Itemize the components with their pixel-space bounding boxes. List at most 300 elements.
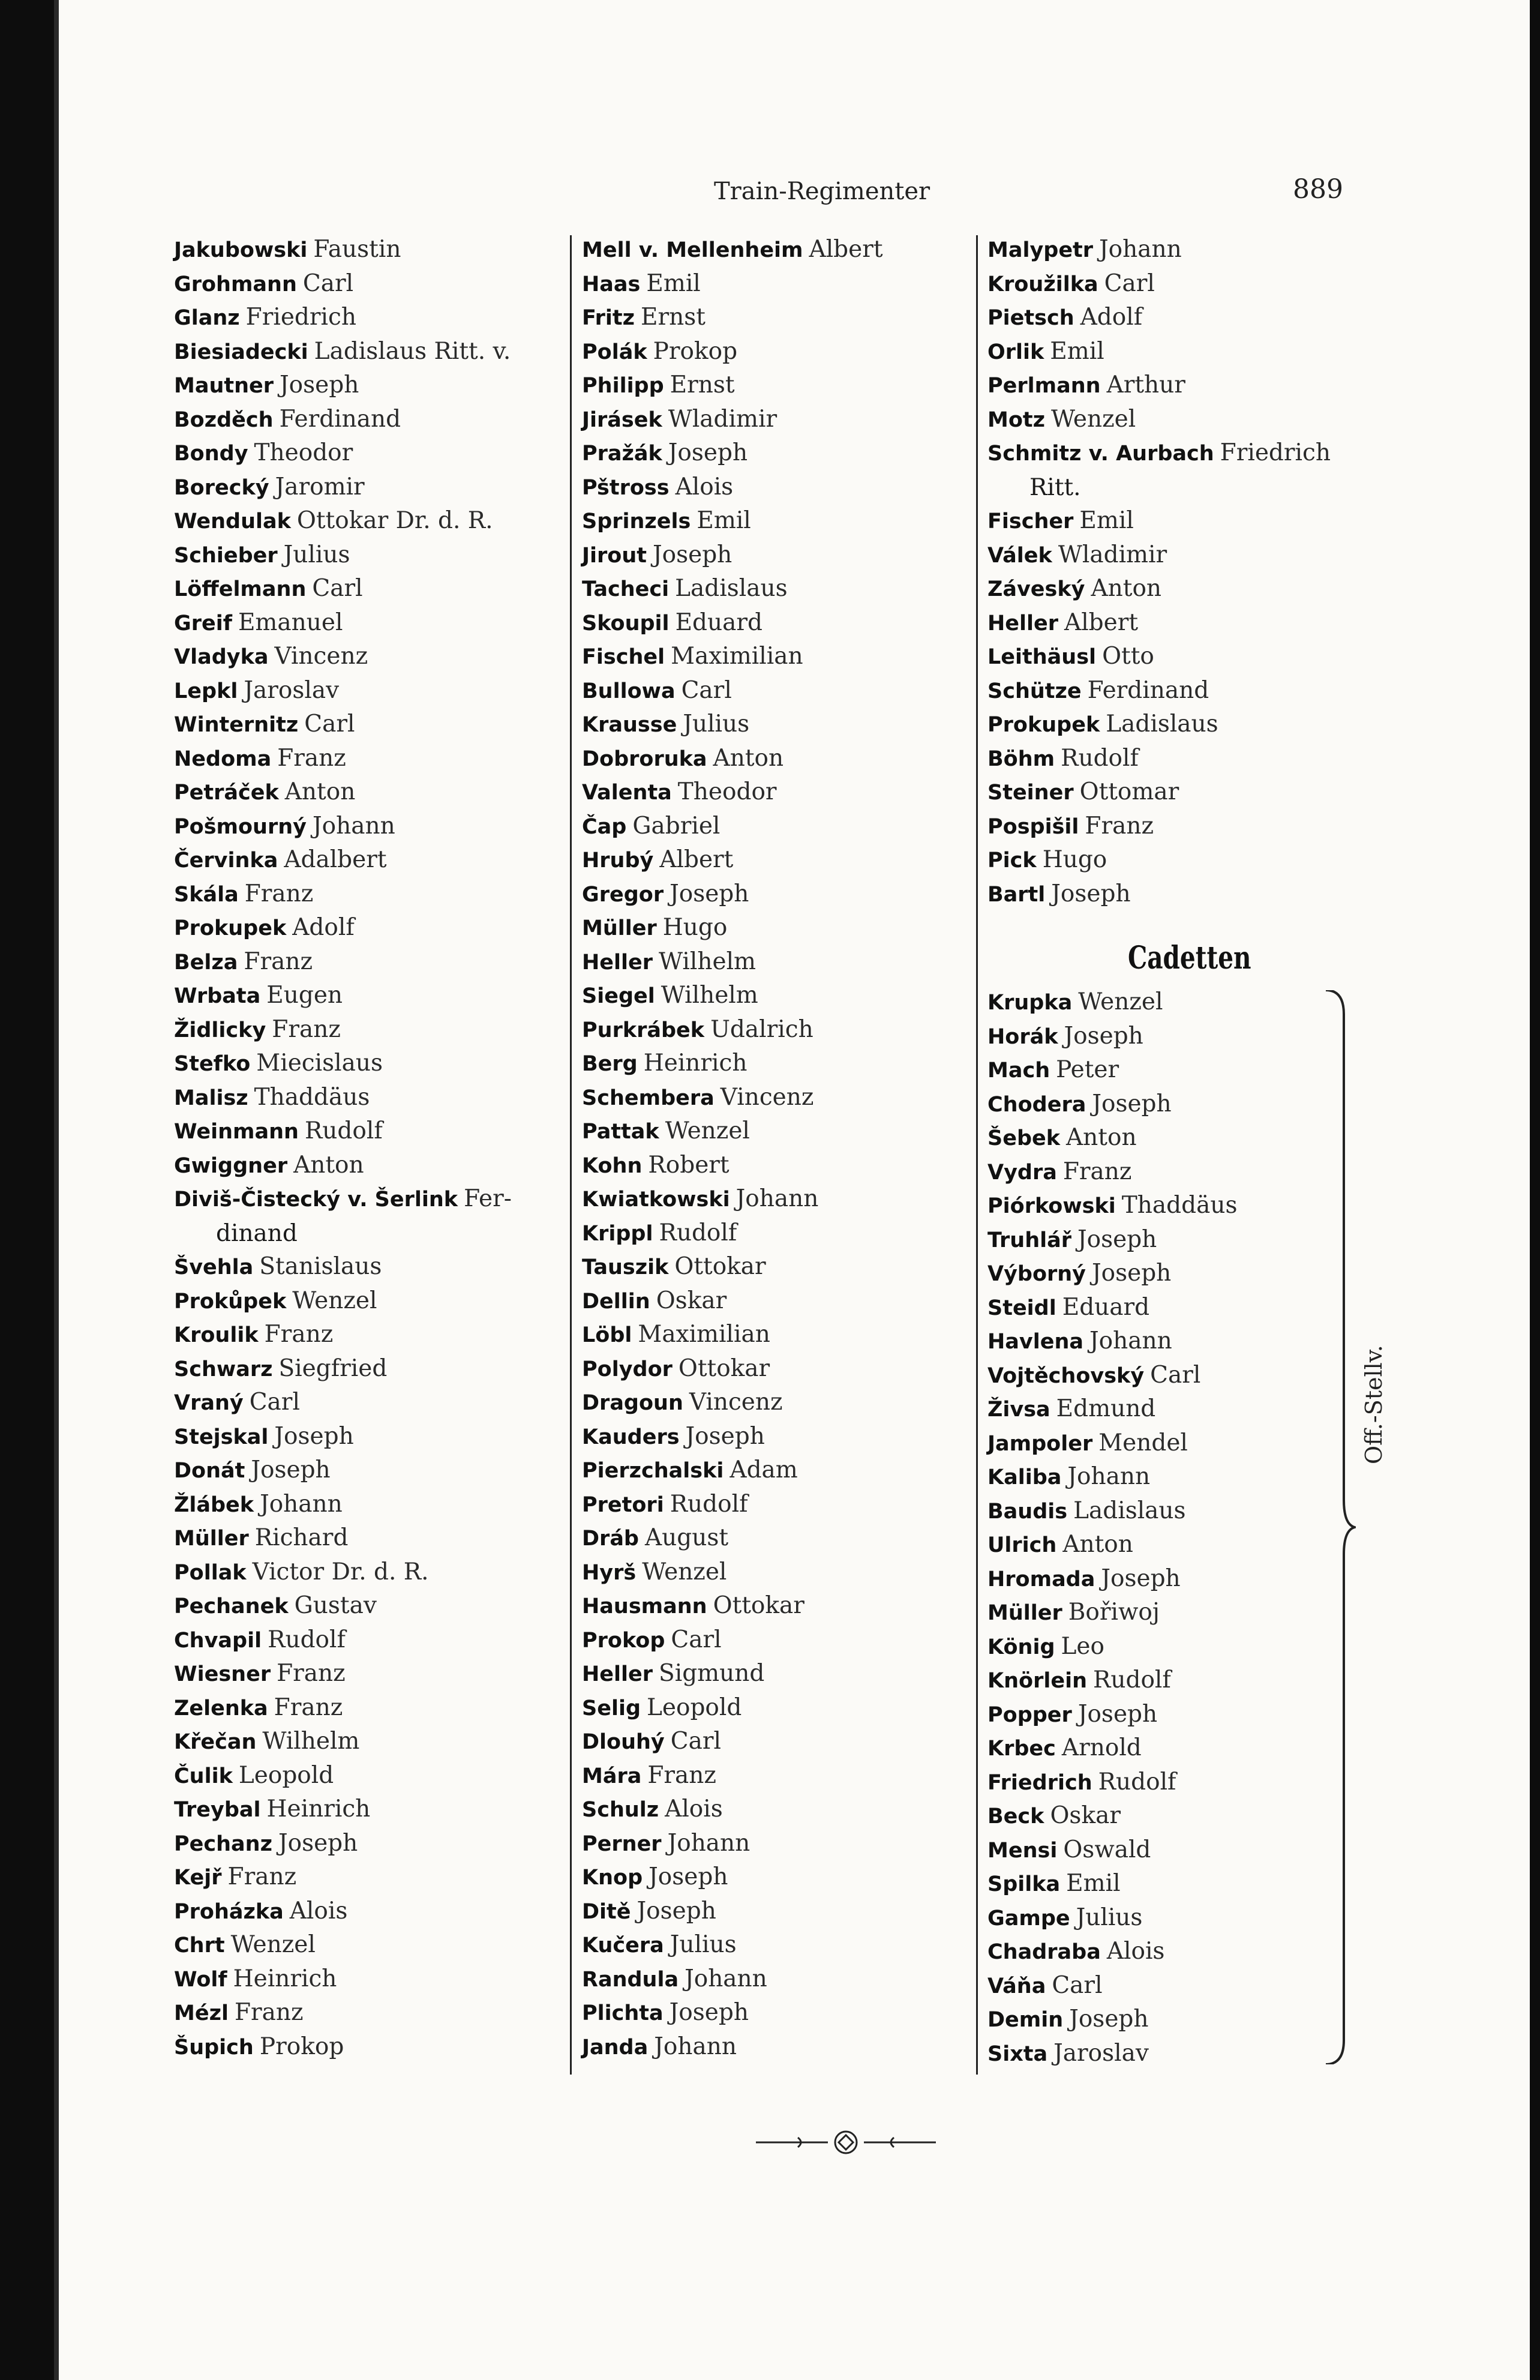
surname: Pick bbox=[987, 849, 1037, 873]
list-item bbox=[987, 1969, 1443, 2003]
surname: Chvapil bbox=[174, 1628, 262, 1653]
name-continuation: dinand bbox=[216, 1219, 298, 1247]
surname: Truhlář bbox=[987, 1228, 1071, 1252]
surname: Prokupek bbox=[174, 916, 287, 940]
list-item bbox=[582, 911, 966, 945]
given-name: Franz bbox=[277, 1660, 346, 1687]
surname: Krippl bbox=[582, 1221, 653, 1246]
surname: Havlena bbox=[987, 1330, 1083, 1354]
surname: Pechanek bbox=[174, 1594, 289, 1618]
given-name: Wenzel bbox=[230, 1931, 316, 1958]
list-item bbox=[987, 1833, 1443, 1868]
given-name: Maximilian bbox=[671, 643, 803, 670]
list-item bbox=[582, 1013, 966, 1047]
list-item bbox=[174, 1149, 606, 1183]
list-item bbox=[987, 1528, 1443, 1562]
given-name: Carl bbox=[1104, 269, 1155, 297]
surname: Baudis bbox=[987, 1499, 1068, 1524]
surname: Löffelmann bbox=[174, 577, 307, 601]
surname: Janda bbox=[582, 2035, 649, 2060]
list-item bbox=[987, 1155, 1443, 1189]
given-name: Wilhelm bbox=[262, 1728, 360, 1755]
list-item bbox=[987, 708, 1443, 742]
given-name: Joseph bbox=[652, 541, 733, 568]
list-item bbox=[987, 1935, 1443, 1969]
list-item bbox=[987, 1189, 1443, 1223]
list-item bbox=[174, 436, 606, 470]
surname: Skála bbox=[174, 882, 239, 907]
surname: Steidl bbox=[987, 1296, 1056, 1320]
list-item bbox=[987, 1698, 1443, 1732]
given-name: Vincenz bbox=[274, 643, 368, 670]
surname: Hromada bbox=[987, 1567, 1095, 1591]
surname: Gregor bbox=[582, 882, 664, 907]
list-item bbox=[582, 1047, 966, 1081]
list-item bbox=[582, 1623, 966, 1657]
list-item bbox=[582, 742, 966, 776]
surname: Plichta bbox=[582, 2001, 664, 2025]
off-stellv-label: Off.-Stellv. bbox=[1361, 1345, 1387, 1464]
surname: Malypetr bbox=[987, 238, 1094, 262]
list-item bbox=[987, 640, 1443, 674]
given-name: Johann bbox=[1099, 236, 1182, 263]
column-divider-2 bbox=[976, 235, 978, 2075]
given-name: Maximilian bbox=[638, 1321, 770, 1348]
list-item bbox=[582, 606, 966, 640]
given-name: Emil bbox=[646, 269, 701, 297]
given-name: Adalbert bbox=[284, 846, 387, 873]
given-name: Franz bbox=[234, 1999, 304, 2026]
given-name: Eugen bbox=[266, 982, 343, 1009]
given-name: Joseph bbox=[1101, 1564, 1181, 1592]
surname: Beck bbox=[987, 1805, 1044, 1829]
surname: Knop bbox=[582, 1866, 643, 1890]
given-name: Johann bbox=[1089, 1327, 1172, 1354]
given-name: Gustav bbox=[294, 1592, 377, 1619]
list-item bbox=[582, 538, 966, 572]
list-item bbox=[174, 1284, 606, 1318]
given-name: Alois bbox=[675, 473, 734, 500]
surname: Wrbata bbox=[174, 984, 261, 1008]
surname: Pštross bbox=[582, 475, 670, 500]
given-name: Anton bbox=[713, 744, 784, 772]
list-item bbox=[174, 267, 606, 301]
list-item bbox=[174, 1962, 606, 1997]
given-name: Theodor bbox=[677, 778, 777, 805]
surname: Krbec bbox=[987, 1737, 1056, 1761]
list-item bbox=[987, 674, 1443, 708]
given-name: Stanislaus bbox=[259, 1253, 382, 1280]
surname: Schembera bbox=[582, 1086, 715, 1110]
list-item bbox=[987, 1087, 1443, 1122]
given-name: Miecislaus bbox=[256, 1050, 383, 1077]
given-name: Emil bbox=[697, 507, 751, 534]
surname: Knörlein bbox=[987, 1669, 1087, 1693]
list-item bbox=[987, 877, 1443, 912]
list-item bbox=[174, 1453, 606, 1488]
surname: Chrt bbox=[174, 1934, 225, 1958]
given-name: Joseph bbox=[637, 1897, 716, 1925]
surname: Skoupil bbox=[582, 611, 670, 636]
given-name: Wilhelm bbox=[661, 982, 758, 1009]
given-name: Peter bbox=[1056, 1056, 1119, 1083]
list-item bbox=[174, 1488, 606, 1522]
list-item bbox=[174, 708, 606, 742]
list-item bbox=[582, 674, 966, 708]
list-item bbox=[174, 1623, 606, 1657]
list-item bbox=[174, 1895, 606, 1929]
surname: Živsa bbox=[987, 1398, 1050, 1422]
given-name: Alois bbox=[289, 1897, 348, 1925]
given-name: Fer- bbox=[464, 1185, 512, 1212]
given-name: Emil bbox=[1079, 507, 1134, 534]
surname: Židlicky bbox=[174, 1018, 266, 1042]
given-name: Franz bbox=[647, 1761, 716, 1789]
list-item bbox=[174, 538, 606, 572]
surname: Prokupek bbox=[987, 713, 1100, 737]
surname: Belza bbox=[174, 950, 238, 975]
list-item bbox=[174, 979, 606, 1013]
list-item bbox=[582, 1182, 966, 1216]
given-name: Eduard bbox=[1062, 1293, 1150, 1321]
surname: Červinka bbox=[174, 849, 278, 873]
given-name: Joseph bbox=[1077, 1225, 1157, 1253]
surname: Piórkowski bbox=[987, 1194, 1116, 1218]
given-name: Joseph bbox=[649, 1863, 728, 1890]
surname: Prokůpek bbox=[174, 1289, 287, 1314]
surname: Weinmann bbox=[174, 1120, 299, 1144]
surname: Pierzchalski bbox=[582, 1459, 724, 1483]
given-name: Ernst bbox=[670, 371, 735, 398]
given-name: Joseph bbox=[668, 439, 748, 466]
given-name: Johann bbox=[1067, 1463, 1151, 1490]
surname: Greif bbox=[174, 611, 232, 636]
given-name: Rudolf bbox=[268, 1626, 346, 1653]
given-name: Carl bbox=[304, 711, 355, 738]
surname: Sixta bbox=[987, 2042, 1048, 2066]
surname: Polydor bbox=[582, 1357, 673, 1381]
given-name: Franz bbox=[227, 1863, 297, 1890]
surname: Dragoun bbox=[582, 1391, 683, 1415]
given-name: Wladimir bbox=[1058, 541, 1167, 568]
surname: Schmitz v. Aurbach bbox=[987, 442, 1214, 466]
given-name: Johann bbox=[736, 1185, 819, 1212]
surname: Bondy bbox=[174, 442, 248, 466]
list-item bbox=[582, 945, 966, 979]
list-item bbox=[987, 1765, 1443, 1800]
list-item bbox=[582, 1521, 966, 1555]
surname: Jampoler bbox=[987, 1431, 1093, 1456]
list-item bbox=[174, 742, 606, 776]
given-name: Heinrich bbox=[643, 1050, 748, 1077]
list-item bbox=[582, 1691, 966, 1725]
given-name: Ladislaus Ritt. v. bbox=[314, 337, 511, 365]
given-name: Theodor bbox=[254, 439, 353, 466]
given-name: Anton bbox=[1066, 1124, 1137, 1151]
list-item bbox=[987, 233, 1443, 267]
list-item bbox=[174, 1081, 606, 1115]
given-name: Jaromir bbox=[275, 473, 365, 500]
list-item bbox=[174, 1318, 606, 1352]
surname: Müller bbox=[174, 1527, 249, 1551]
list-item bbox=[582, 775, 966, 810]
given-name: Franz bbox=[274, 1693, 343, 1721]
list-item bbox=[987, 1053, 1443, 1087]
given-name: Julius bbox=[670, 1931, 737, 1958]
surname: Jakubowski bbox=[174, 238, 308, 262]
surname: Váňa bbox=[987, 1974, 1046, 1998]
list-item bbox=[582, 640, 966, 674]
surname: Chodera bbox=[987, 1092, 1086, 1117]
list-item bbox=[174, 1691, 606, 1725]
given-name: Hugo bbox=[1042, 846, 1107, 873]
list-item bbox=[174, 504, 606, 538]
surname: Pospišil bbox=[987, 814, 1079, 839]
given-name: Bořiwoj bbox=[1068, 1599, 1160, 1626]
given-name: Joseph bbox=[1069, 2006, 1149, 2033]
surname: Krausse bbox=[582, 713, 677, 737]
list-item bbox=[987, 1494, 1443, 1528]
list-item bbox=[987, 775, 1443, 810]
given-name: Rudolf bbox=[1093, 1666, 1171, 1693]
list-item bbox=[174, 1657, 606, 1691]
given-name: Leopold bbox=[238, 1761, 334, 1789]
given-name: Joseph bbox=[1077, 1700, 1158, 1728]
surname: Müller bbox=[582, 916, 657, 940]
surname: Kauders bbox=[582, 1425, 680, 1449]
given-name: Anton bbox=[1091, 575, 1162, 602]
list-item bbox=[987, 1121, 1443, 1155]
list-item bbox=[582, 1996, 966, 2030]
surname: Böhm bbox=[987, 747, 1055, 771]
cadetten-heading: Cadetten bbox=[1128, 940, 1251, 976]
surname: Mézl bbox=[174, 2001, 229, 2025]
list-item bbox=[174, 1114, 606, 1149]
list-item bbox=[582, 1453, 966, 1488]
given-name: Wenzel bbox=[665, 1117, 750, 1144]
given-name: Heinrich bbox=[233, 1965, 337, 1992]
list-item bbox=[582, 267, 966, 301]
given-name: Anton bbox=[293, 1151, 364, 1179]
list-item bbox=[987, 2037, 1443, 2071]
surname: Bullowa bbox=[582, 679, 676, 703]
given-name: Franz bbox=[1085, 812, 1154, 840]
given-name: Carl bbox=[671, 1626, 722, 1653]
list-item bbox=[582, 1827, 966, 1861]
list-item bbox=[174, 1250, 606, 1284]
surname: Čulik bbox=[174, 1764, 233, 1788]
given-name: Thaddäus bbox=[1121, 1192, 1238, 1219]
list-item bbox=[174, 1555, 606, 1590]
surname: Čap bbox=[582, 814, 627, 839]
given-name: Joseph bbox=[670, 880, 749, 907]
list-item bbox=[174, 1386, 606, 1420]
surname: Šebek bbox=[987, 1126, 1061, 1150]
list-item bbox=[174, 1182, 606, 1250]
surname: Friedrich bbox=[987, 1770, 1092, 1795]
list-item bbox=[582, 504, 966, 538]
given-name: Albert bbox=[659, 846, 734, 873]
given-name: Franz bbox=[277, 744, 346, 772]
given-name: Johann bbox=[312, 812, 395, 840]
list-item bbox=[987, 1901, 1443, 1935]
given-name: Ferdinand bbox=[279, 405, 401, 433]
list-item bbox=[582, 810, 966, 844]
given-name: Gabriel bbox=[632, 812, 721, 840]
surname: Kejř bbox=[174, 1866, 222, 1890]
surname: Pattak bbox=[582, 1120, 659, 1144]
surname: Schieber bbox=[174, 543, 278, 568]
surname: Borecký bbox=[174, 475, 269, 500]
surname: Dobroruka bbox=[582, 747, 707, 771]
surname: Jirásek bbox=[582, 407, 662, 432]
surname: Hrubý bbox=[582, 849, 654, 873]
surname: Pražák bbox=[582, 442, 662, 466]
list-item bbox=[174, 301, 606, 335]
surname: Popper bbox=[987, 1702, 1072, 1727]
list-item bbox=[582, 979, 966, 1013]
given-name: Arthur bbox=[1106, 371, 1185, 398]
surname: Malisz bbox=[174, 1086, 248, 1110]
list-item bbox=[174, 1996, 606, 2030]
list-item bbox=[987, 742, 1443, 776]
list-item bbox=[987, 403, 1443, 437]
given-name: Rudolf bbox=[670, 1490, 748, 1518]
surname: Heller bbox=[582, 950, 653, 975]
curly-brace bbox=[1314, 990, 1356, 2064]
surname: Donát bbox=[174, 1459, 245, 1483]
surname: Válek bbox=[987, 543, 1052, 568]
given-name: Joseph bbox=[1092, 1260, 1172, 1287]
list-item bbox=[987, 1630, 1443, 1664]
list-item bbox=[174, 1589, 606, 1623]
surname: Pechanz bbox=[174, 1832, 272, 1856]
given-name: Joseph bbox=[278, 1829, 358, 1857]
surname: Stejskal bbox=[174, 1425, 269, 1449]
list-item bbox=[987, 1867, 1443, 1901]
list-item bbox=[582, 1860, 966, 1895]
list-item bbox=[582, 1216, 966, 1251]
surname: Pošmourný bbox=[174, 814, 307, 839]
surname: Demin bbox=[987, 2008, 1064, 2032]
surname: Proházka bbox=[174, 1899, 284, 1924]
list-item bbox=[987, 436, 1443, 504]
given-name: Carl bbox=[249, 1389, 300, 1416]
list-item bbox=[987, 2003, 1443, 2037]
given-name: Emanuel bbox=[238, 609, 343, 636]
list-item bbox=[987, 1460, 1443, 1494]
given-name: August bbox=[645, 1524, 729, 1551]
list-item bbox=[174, 233, 606, 267]
list-item bbox=[582, 1657, 966, 1691]
given-name: Franz bbox=[272, 1015, 341, 1043]
surname: Schulz bbox=[582, 1798, 659, 1822]
surname: Schwarz bbox=[174, 1357, 273, 1381]
page-header-title: Train-Regimenter bbox=[714, 178, 930, 205]
surname: Mára bbox=[582, 1764, 642, 1788]
given-name: Sigmund bbox=[659, 1660, 765, 1687]
given-name: Wenzel bbox=[1050, 405, 1136, 433]
list-item bbox=[987, 1731, 1443, 1765]
list-item bbox=[174, 1928, 606, 1962]
list-item bbox=[987, 1562, 1443, 1596]
list-item bbox=[582, 1488, 966, 1522]
surname: Wolf bbox=[174, 1967, 227, 1992]
surname: Tauszik bbox=[582, 1255, 669, 1279]
surname: Haas bbox=[582, 272, 641, 296]
surname: Bartl bbox=[987, 882, 1046, 907]
surname: Prokop bbox=[582, 1628, 665, 1653]
given-name: Wladimir bbox=[668, 405, 777, 433]
given-name: Ottokar bbox=[678, 1354, 770, 1382]
given-name: Alois bbox=[1106, 1938, 1165, 1965]
list-item bbox=[987, 504, 1443, 538]
surname: Lepkl bbox=[174, 679, 238, 703]
surname: Randula bbox=[582, 1967, 679, 1992]
given-name: Franz bbox=[244, 948, 313, 975]
surname: Mach bbox=[987, 1059, 1050, 1083]
list-item bbox=[174, 775, 606, 810]
list-item bbox=[174, 911, 606, 945]
list-item bbox=[582, 1284, 966, 1318]
given-name: Wenzel bbox=[642, 1558, 727, 1585]
given-name: Johann bbox=[654, 2033, 737, 2060]
surname: Motz bbox=[987, 407, 1045, 432]
list-item bbox=[174, 1827, 606, 1861]
surname: Mell v. Mellenheim bbox=[582, 238, 803, 262]
given-name: Ferdinand bbox=[1087, 676, 1209, 704]
list-item bbox=[987, 606, 1443, 640]
list-item bbox=[582, 1081, 966, 1115]
surname: Kwiatkowski bbox=[582, 1188, 730, 1212]
surname: Winternitz bbox=[174, 713, 299, 737]
given-name: Adam bbox=[730, 1456, 798, 1483]
surname: Müller bbox=[987, 1601, 1062, 1625]
given-name: Otto bbox=[1102, 643, 1154, 670]
given-name: Leopold bbox=[647, 1693, 742, 1721]
given-name: Joseph bbox=[1051, 880, 1131, 907]
given-name: Ottokar bbox=[674, 1253, 766, 1280]
given-name: Friedrich bbox=[1220, 439, 1331, 466]
surname: Valenta bbox=[582, 781, 672, 805]
given-name: Franz bbox=[264, 1321, 334, 1348]
surname: Stefko bbox=[174, 1052, 251, 1076]
list-item bbox=[582, 708, 966, 742]
list-item bbox=[582, 1420, 966, 1454]
list-item bbox=[174, 1047, 606, 1081]
surname: Kohn bbox=[582, 1153, 643, 1178]
surname: Spilka bbox=[987, 1872, 1061, 1896]
surname: Chadraba bbox=[987, 1940, 1101, 1964]
surname: Šupich bbox=[174, 2035, 254, 2060]
list-item bbox=[582, 1759, 966, 1793]
surname: Bozděch bbox=[174, 407, 274, 432]
given-name: Vincenz bbox=[689, 1389, 783, 1416]
list-item bbox=[987, 368, 1443, 403]
given-name: Joseph bbox=[280, 371, 359, 398]
given-name: Prokop bbox=[259, 2033, 344, 2060]
list-item bbox=[174, 1352, 606, 1386]
given-name: Rudolf bbox=[1098, 1768, 1176, 1796]
given-name: Eduard bbox=[675, 609, 763, 636]
list-item bbox=[987, 1020, 1443, 1054]
given-name: Joseph bbox=[1064, 1022, 1143, 1050]
given-name: Rudolf bbox=[1061, 744, 1139, 772]
surname: Mautner bbox=[174, 374, 274, 398]
list-item bbox=[582, 572, 966, 606]
surname: Vladyka bbox=[174, 645, 269, 669]
given-name: Jaroslav bbox=[1053, 2039, 1149, 2067]
